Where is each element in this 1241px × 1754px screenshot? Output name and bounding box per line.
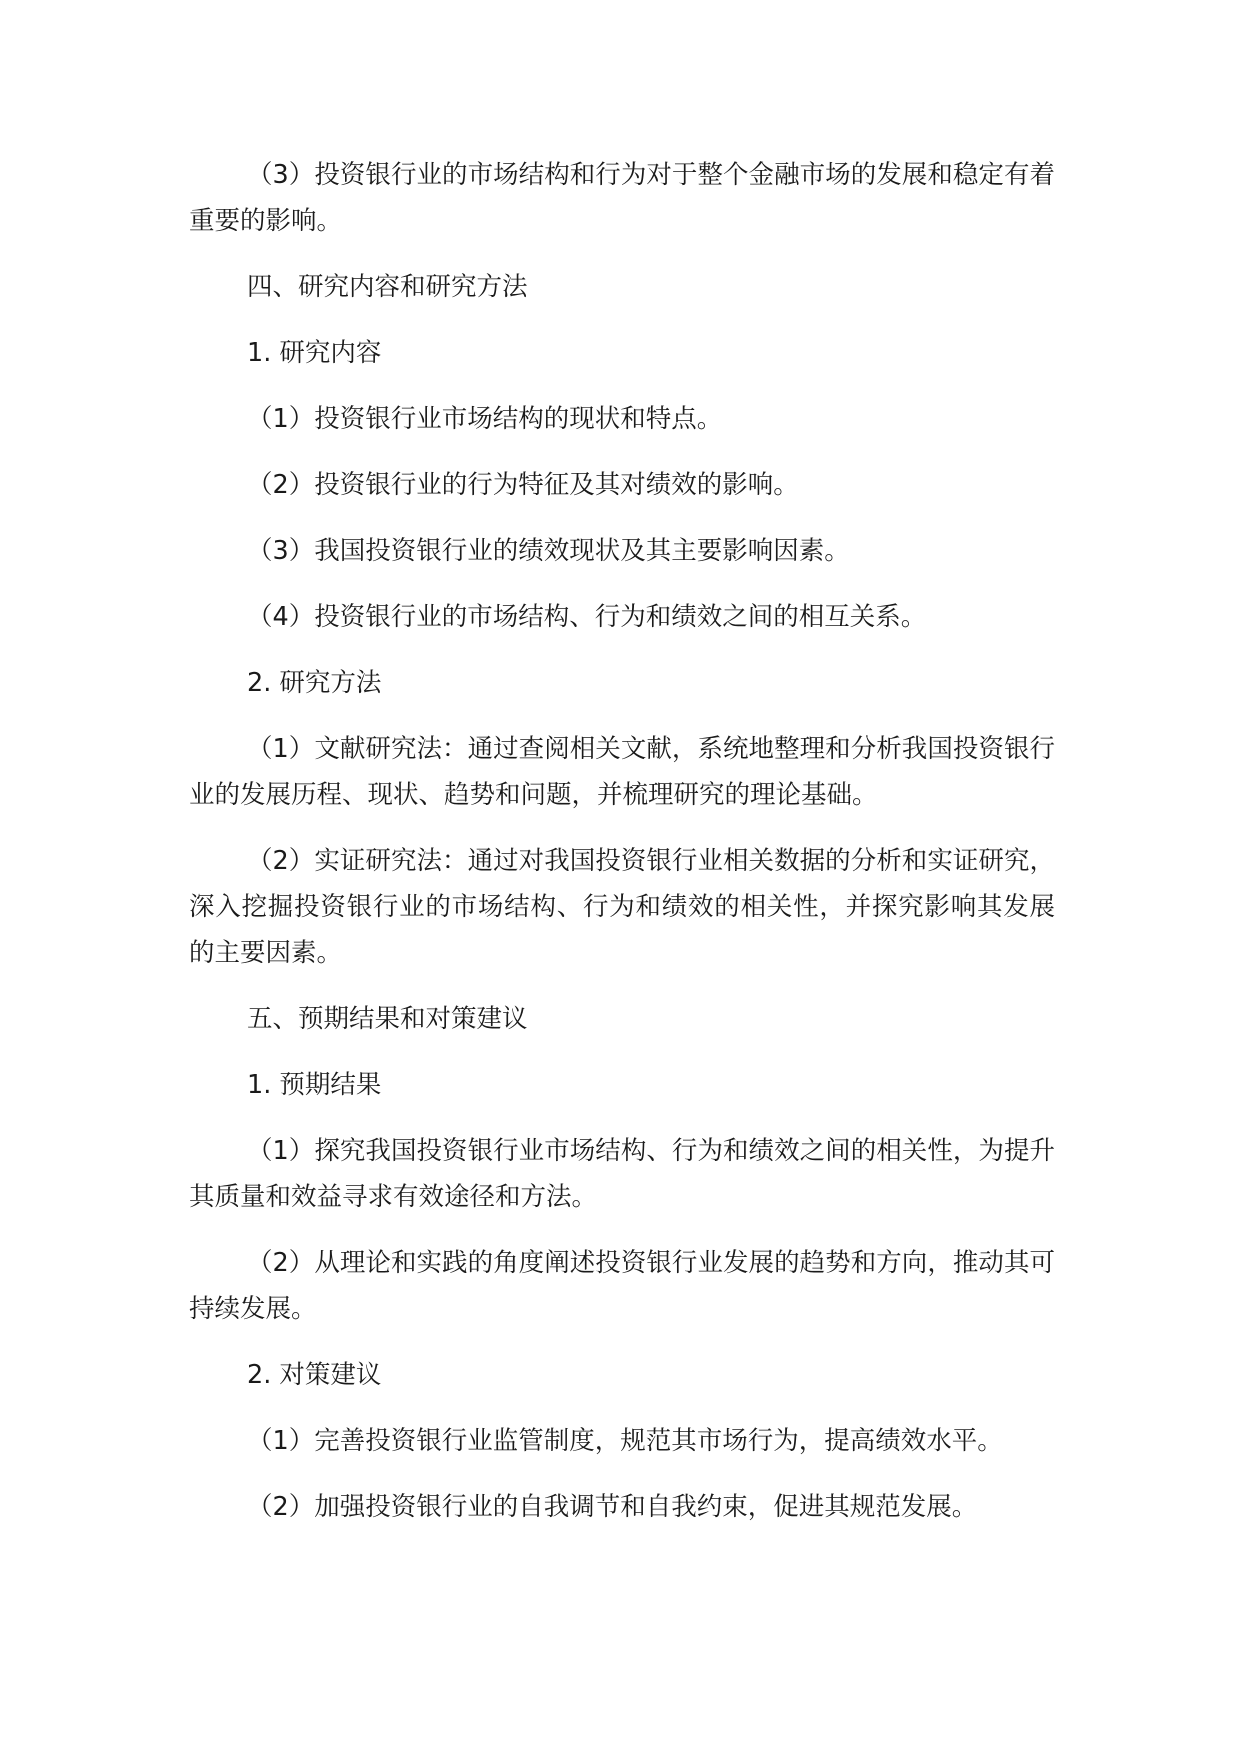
list-item-suggestion-2: （2）加强投资银行业的自我调节和自我约束，促进其规范发展。: [247, 1492, 978, 1522]
list-item-suggestion-1: （1）完善投资银行业监管制度，规范其市场行为，提高绩效水平。: [247, 1426, 1003, 1456]
section-heading-5: 五、预期结果和对策建议: [247, 1004, 528, 1034]
list-item-content-4: （4）投资银行业的市场结构、行为和绩效之间的相互关系。: [247, 602, 927, 632]
list-item-method-2: （2）实证研究法：通过对我国投资银行业相关数据的分析和实证研究，深入挖掘投资银行业的市场结构、行为和绩效的相关性，并探究影响其发展的主要因素。: [189, 846, 1055, 968]
document-body: [189, 152, 1055, 1550]
list-item-content-1: （1）投资银行业市场结构的现状和特点。: [247, 404, 723, 434]
list-item-method-1: （1）文献研究法：通过查阅相关文献，系统地整理和分析我国投资银行业的发展历程、现状、趋势和问题，并梳理研究的理论基础。: [189, 734, 1055, 810]
list-item-result-2: （2）从理论和实践的角度阐述投资银行业发展的趋势和方向，推动其可持续发展。: [189, 1248, 1055, 1324]
subheading-research-content: 1. 研究内容: [247, 338, 382, 368]
list-item-content-2: （2）投资银行业的行为特征及其对绩效的影响。: [247, 470, 799, 500]
paragraph-3-impact: （3）投资银行业的市场结构和行为对于整个金融市场的发展和稳定有着重要的影响。: [189, 160, 1055, 236]
subheading-expected-results: 1. 预期结果: [247, 1070, 382, 1100]
subheading-research-method: 2. 研究方法: [247, 668, 382, 698]
list-item-result-1: （1）探究我国投资银行业市场结构、行为和绩效之间的相关性，为提升其质量和效益寻求有效途径和方法。: [189, 1136, 1055, 1212]
section-heading-4: 四、研究内容和研究方法: [247, 272, 528, 302]
list-item-content-3: （3）我国投资银行业的绩效现状及其主要影响因素。: [247, 536, 850, 566]
subheading-suggestions: 2. 对策建议: [247, 1360, 382, 1390]
